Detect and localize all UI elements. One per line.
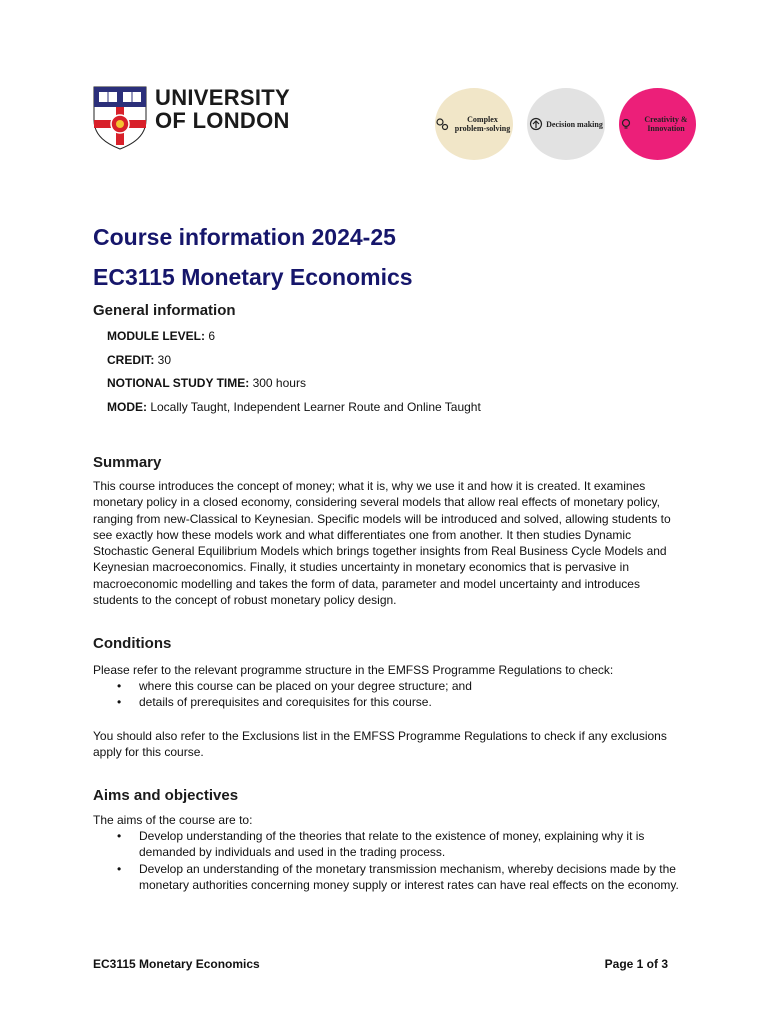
list-item-text: Develop understanding of the theories that relate to the existence of money, explaining why it is demanded by individuals and used in the trading process. [139,829,645,860]
list-item [93,694,683,710]
credit-label: CREDIT: [107,353,155,367]
mode-row [107,400,481,414]
gears-icon [435,117,449,131]
summary-heading: Summary [93,454,162,471]
bullet-icon: • [117,861,122,876]
conditions-intro: Please refer to the relevant programme structure in the EMFSS Programme Regulations to check: [93,663,614,677]
summary-text: This course introduces the concept of money; what it is, why we use it and how it is created. It examines monetary policy in a closed economy, considering several models that allow real effects of monetary policy, ranging from new-Classical to Keynesian. Specific models will be introduced and solved, allowing students to see exactly how these models work and what differentiates one from another. It then studies Dynamic Stochastic General Equilibrium Models which brings together insights from Real Business Cycle Models and Keynesian macroeconomics. Finally, it studies uncertainty in monetary economics that is pervasive in macroeconomic modelling and takes the form of data, parameter and model uncertainty and introduces students to the concept of robust monetary policy design. [93,479,671,608]
aims-heading: Aims and objectives [93,787,239,804]
list-item [93,678,683,694]
lightbulb-icon [619,117,633,131]
list-item-text: where this course can be placed on your degree structure; and [139,679,472,693]
study-time-row [107,376,306,390]
mode-value: Locally Taught, Independent Learner Route and Online Taught [147,400,481,414]
credit-row [107,353,171,367]
bullet-icon: • [117,695,122,710]
badge-label: Complex problem-solving [454,115,511,133]
list-item-text: details of prerequisites and corequisites for this course. [139,695,432,710]
module-level-row [107,329,215,343]
page-title: Course information 2024-25 [93,224,396,250]
badge-label: Creativity & Innovation [644,115,688,133]
footer-course: EC3115 Monetary Economics [93,957,260,971]
logo-line-1: UNIVERSITY [155,85,291,110]
university-of-london-logo [93,86,293,150]
logo-line-2: OF LONDON [155,108,290,133]
aims-list [93,828,683,893]
general-info-heading: General information [93,302,236,319]
conditions-heading: Conditions [93,635,172,652]
list-item [93,861,683,894]
list-item-text: Develop an understanding of the monetary transmission mechanism, whereby decisions made by the monetary authorities concerning money supply or interest rates can have real effects on the economy. [139,861,679,892]
footer-page-number: Page 1 of 3 [604,957,668,971]
aims-intro: The aims of the course are to: [93,813,253,827]
course-title: EC3115 Monetary Economics [93,264,413,290]
decision-icon [529,117,543,131]
logo-wordmark [155,86,290,132]
badge-label: Decision making [546,119,603,129]
bullet-icon: • [117,829,122,843]
module-level-label: MODULE LEVEL: [107,329,205,343]
badge-decision-making [527,88,605,160]
badge-creativity-innovation [619,88,696,160]
badge-complex-problem-solving [435,88,513,160]
credit-value: 30 [154,353,172,367]
module-level-value: 6 [205,329,216,343]
list-item [93,828,683,861]
conditions-list [93,678,683,711]
mode-label: MODE: [107,400,147,414]
study-time-label: NOTIONAL STUDY TIME: [107,376,250,390]
exclusions-text: You should also refer to the Exclusions list in the EMFSS Programme Regulations to check if any exclusions apply for this course. [93,729,667,760]
crest-icon [93,86,147,150]
study-time-value: 300 hours [249,376,306,390]
bullet-icon: • [117,679,122,693]
